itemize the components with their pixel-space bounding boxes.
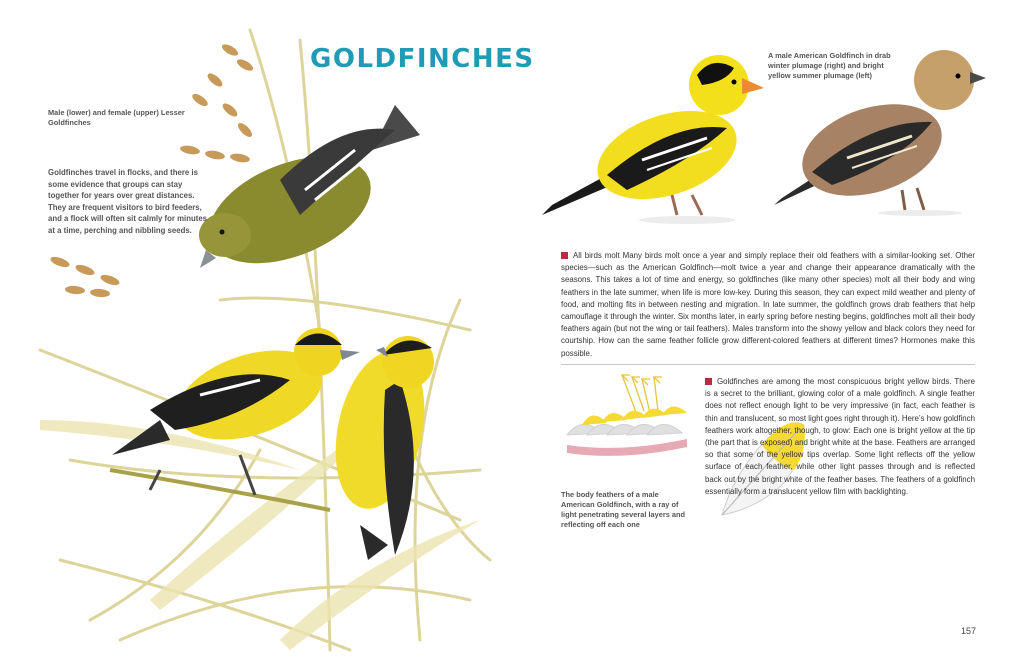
section-marker	[705, 378, 712, 385]
section-marker	[561, 252, 568, 259]
american-goldfinch-caption: A male American Goldfinch in drab winter plumage (right) and bright yellow summer plumage (left)	[768, 51, 891, 80]
glow-paragraph-text: Goldfinches are among the most conspicuous bright yellow birds. There is a secret to the brilliant, glowing color of a male goldfinch. A single feather does not reflect enough light to be very impressive (in fact, each feather is thin and translucent, so most light goes right through it). Here’s how goldfinch feathers work altogether, though, to glow: Each one is bright yellow at the tip (the part that is exposed) and bright white at the base. Feathers are arranged so that some of the yellow tips overlap. Some light reflects off the yellow surface of each feather, while other light passes through and is reflected back out by the bright white of the feather bases. The feathers of a goldfinch essentially form a translucent yellow film with backlighting.	[705, 377, 975, 496]
summer-american-goldfinch	[542, 55, 764, 224]
feather-layers-diagram	[562, 375, 702, 475]
feather-diagram-caption: The body feathers of a male American Goldfinch, with a ray of light penetrating several layers and reflecting off each one	[561, 490, 686, 529]
page-title: GOLDFINCHES	[310, 44, 535, 74]
intro-paragraph: Goldfinches travel in flocks, and there is some evidence that groups can stay together for years over great distances. They are frequent visitors to bird feeders, and a flock will often sit calmly for minutes at a time, perching and nibbling seeds.	[48, 168, 208, 235]
lesser-goldfinches-caption: Male (lower) and female (upper) Lesser Goldfinches	[48, 108, 185, 127]
molt-paragraph	[561, 250, 975, 360]
section-divider	[561, 364, 975, 365]
molt-paragraph-text: All birds molt Many birds molt once a year and simply replace their old feathers with a similar-looking set. Other species—such as the American Goldfinch—molt twice a year and change their appearance dramatically with the seasons. This takes a lot of time and energy, so goldfinches (like many other species) molt all their body and wing feathers in the late summer, when life is more low-key. During this season, they can expect mild weather and plenty of food, and molting fits in between nesting and migration. In late summer, the goldfinch grows drab feathers that help camouflage it through the winter. Six months later, in early spring before nesting begins, goldfinches molt all their body feathers again (but not the wing or tail feathers). Males transform into the showy yellow and black colors they need for courtship. How can the same feather follicle grow different-colored feathers at different times? Hormones make this possible.	[561, 251, 975, 358]
glow-paragraph	[705, 376, 975, 498]
page-number: 157	[961, 626, 977, 636]
american-goldfinches-illustration	[512, 0, 1024, 240]
